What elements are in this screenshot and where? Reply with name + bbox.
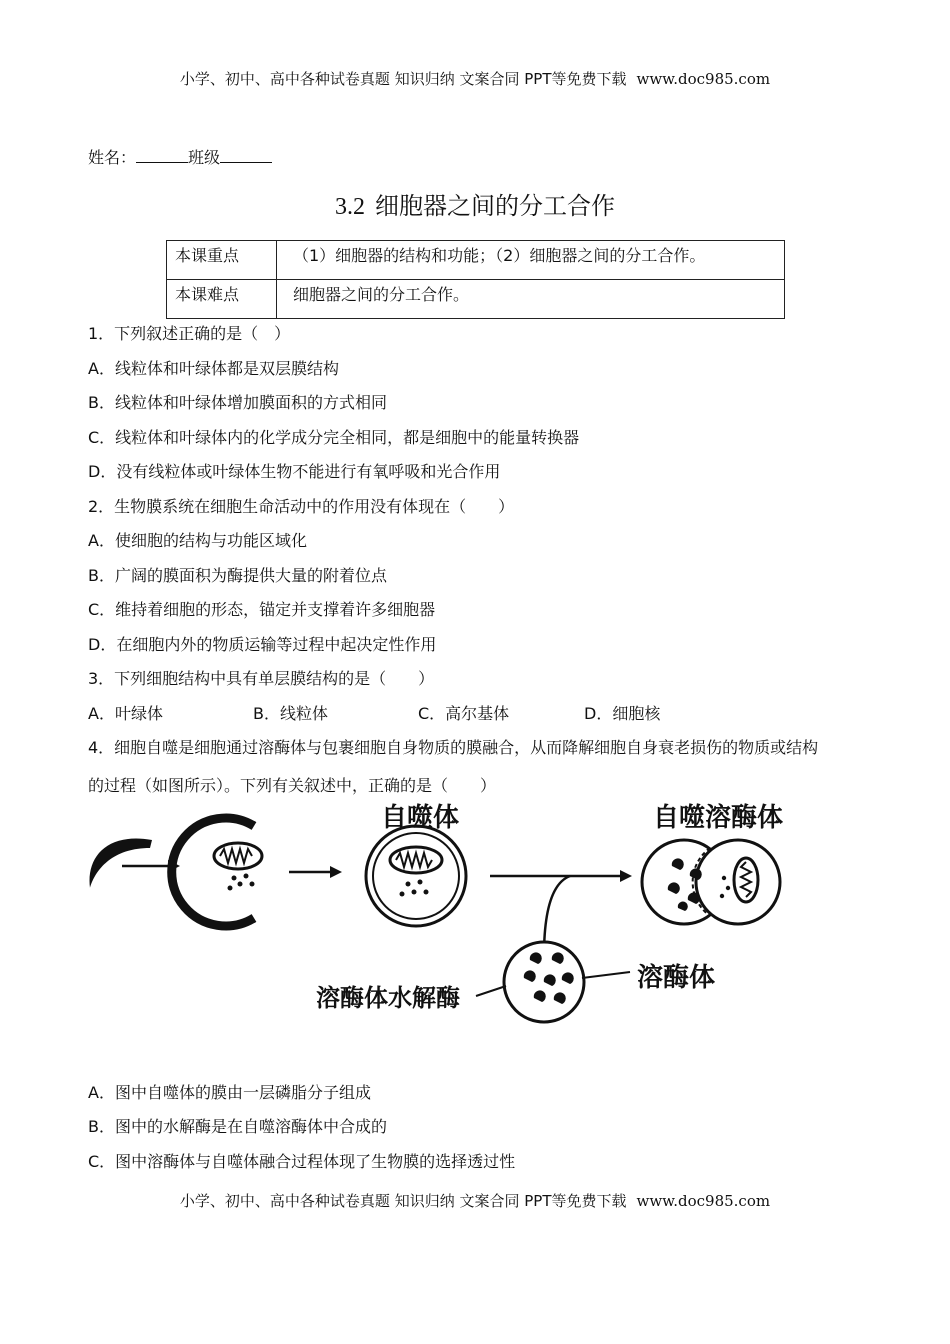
mitochondrion-icon [390, 847, 442, 873]
label-autolysosome: 自噬溶酶体 [652, 803, 784, 833]
cytoplasm-dots [228, 874, 255, 891]
name-label: 姓名： [88, 148, 137, 167]
label-lysosome: 溶酶体 [636, 963, 716, 993]
title-text: 细胞器之间的分工合作 [375, 192, 615, 220]
name-blank[interactable] [136, 148, 188, 163]
table-value: 细胞器之间的分工合作。 [277, 280, 785, 319]
question-1-option-a[interactable]: A．线粒体和叶绿体都是双层膜结构 [88, 359, 339, 378]
page-footer [0, 1190, 950, 1211]
page-title [0, 186, 950, 221]
footer-site[interactable]: www.doc985.com [636, 1192, 771, 1210]
membrane-crescent [90, 839, 152, 888]
label-autophagosome: 自噬体 [380, 803, 460, 833]
question-1-option-d[interactable]: D．没有线粒体或叶绿体生物不能进行有氧呼吸和光合作用 [88, 462, 501, 481]
autophagy-diagram [84, 796, 804, 1028]
question-4-option-b[interactable]: B．图中的水解酶是在自噬溶酶体中合成的 [88, 1117, 387, 1136]
question-1-option-b[interactable]: B．线粒体和叶绿体增加膜面积的方式相同 [88, 393, 387, 412]
header-text: 小学、初中、高中各种试卷真题 知识归纳 文案合同 PPT等免费下载 [179, 70, 627, 88]
title-number: 3.2 [335, 194, 365, 220]
header-site[interactable]: www.doc985.com [636, 70, 771, 88]
question-3-option-c[interactable]: C．高尔基体 [418, 704, 510, 723]
autophagosome-outer [366, 826, 466, 926]
arrow-2-head [330, 866, 342, 878]
student-info-row [88, 145, 272, 168]
class-label: 班级 [188, 148, 221, 167]
page-header [0, 68, 950, 89]
question-4-option-a[interactable]: A．图中自噬体的膜由一层磷脂分子组成 [88, 1083, 371, 1102]
mitochondrion-icon [214, 843, 262, 869]
question-4-option-c[interactable]: C．图中溶酶体与自噬体融合过程体现了生物膜的选择透过性 [88, 1152, 516, 1171]
question-2-option-a[interactable]: A．使细胞的结构与功能区域化 [88, 531, 307, 550]
question-3-option-a[interactable]: A．叶绿体 [88, 704, 163, 723]
footer-text: 小学、初中、高中各种试卷真题 知识归纳 文案合同 PPT等免费下载 [179, 1192, 627, 1210]
question-3-options [88, 701, 660, 724]
question-3-option-b[interactable]: B．线粒体 [253, 704, 328, 723]
question-2-stem: 2．生物膜系统在细胞生命活动中的作用没有体现在（ ） [88, 497, 515, 516]
leader-lysosome [582, 972, 630, 978]
question-4-stem-line1: 4．细胞自噬是细胞通过溶酶体与包裹细胞自身物质的膜融合，从而降解细胞自身衰老损伤的物质或结构 [88, 738, 819, 757]
table-key: 本课重点 [167, 241, 277, 280]
table-row [167, 241, 785, 280]
question-3-option-d[interactable]: D．细胞核 [584, 704, 661, 723]
cytoplasm-dots [400, 880, 429, 897]
engulfing-membrane [172, 818, 254, 926]
table-value: （1）细胞器的结构和功能；（2）细胞器之间的分工合作。 [277, 241, 785, 280]
label-hydrolase: 溶酶体水解酶 [316, 984, 460, 1012]
key-points-table [166, 240, 785, 319]
question-1-stem: 1．下列叙述正确的是（ ） [88, 324, 291, 343]
question-3-stem: 3．下列细胞结构中具有单层膜结构的是（ ） [88, 669, 435, 688]
question-2-option-d[interactable]: D．在细胞内外的物质运输等过程中起决定性作用 [88, 635, 437, 654]
leader-hydrolase [476, 986, 506, 996]
arrow-3-head [620, 870, 632, 882]
question-4-stem-line2: 的过程（如图所示）。下列有关叙述中，正确的是（ ） [88, 776, 497, 795]
question-2-option-b[interactable]: B．广阔的膜面积为酶提供大量的附着位点 [88, 566, 387, 585]
class-blank[interactable] [220, 148, 272, 163]
table-key: 本课难点 [167, 280, 277, 319]
question-1-option-c[interactable]: C．线粒体和叶绿体内的化学成分完全相同，都是细胞中的能量转换器 [88, 428, 580, 447]
question-2-option-c[interactable]: C．维持着细胞的形态，锚定并支撑着许多细胞器 [88, 600, 436, 619]
autolysosome-right [696, 840, 780, 924]
table-row [167, 280, 785, 319]
